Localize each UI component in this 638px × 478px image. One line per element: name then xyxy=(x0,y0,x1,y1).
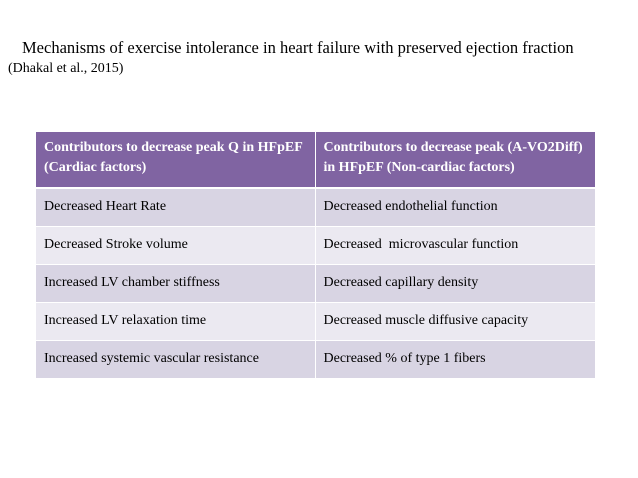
header-non-cardiac-factors: Contributors to decrease peak (A-VO2Diff) in HFpEF (Non-cardiac factors) xyxy=(315,132,595,188)
non-cardiac-factor-cell: Decreased muscle diffusive capacity xyxy=(315,302,595,340)
non-cardiac-factor-cell: Decreased endothelial function xyxy=(315,188,595,226)
non-cardiac-factor-cell: Decreased % of type 1 fibers xyxy=(315,340,595,378)
table-row xyxy=(36,264,595,302)
non-cardiac-factor-cell: Decreased microvascular function xyxy=(315,226,595,264)
table-row xyxy=(36,188,595,226)
citation: (Dhakal et al., 2015) xyxy=(8,61,124,76)
table-header-row xyxy=(36,132,595,188)
cardiac-factor-cell: Decreased Heart Rate xyxy=(36,188,315,226)
header-cardiac-factors: Contributors to decrease peak Q in HFpEF (Cardiac factors) xyxy=(36,132,315,188)
table-row xyxy=(36,226,595,264)
factors-table xyxy=(36,132,595,379)
cardiac-factor-cell: Increased systemic vascular resistance xyxy=(36,340,315,378)
cardiac-factor-cell: Increased LV chamber stiffness xyxy=(36,264,315,302)
table-row xyxy=(36,340,595,378)
non-cardiac-factor-cell: Decreased capillary density xyxy=(315,264,595,302)
table-row xyxy=(36,302,595,340)
cardiac-factor-cell: Decreased Stroke volume xyxy=(36,226,315,264)
slide-title: Mechanisms of exercise intolerance in heart failure with preserved ejection fraction xyxy=(22,38,574,57)
cardiac-factor-cell: Increased LV relaxation time xyxy=(36,302,315,340)
